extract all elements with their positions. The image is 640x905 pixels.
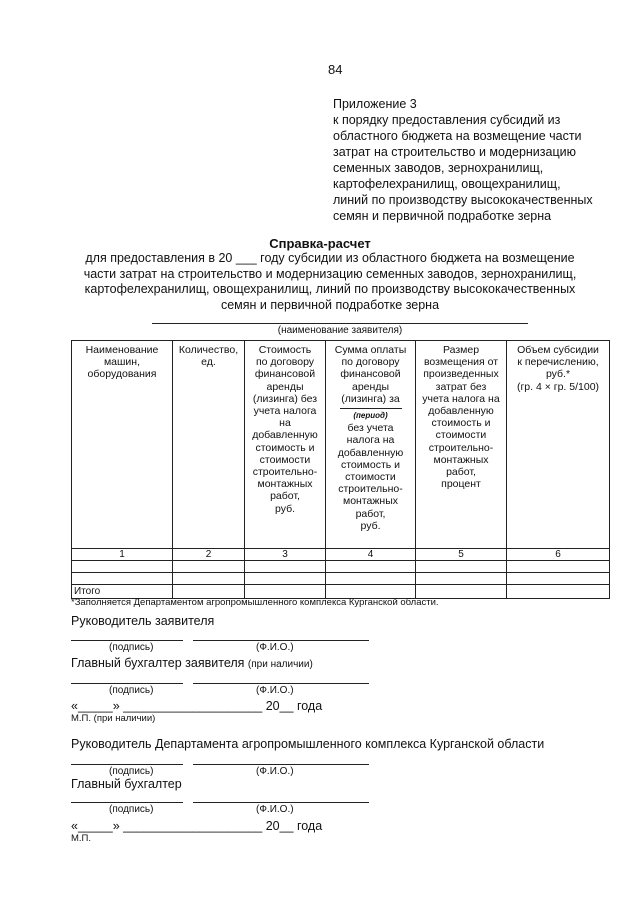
header-text: аренды: [266, 380, 304, 393]
table-cell[interactable]: [507, 573, 610, 585]
table-cell[interactable]: [72, 561, 173, 573]
header-text: монтажных: [342, 495, 398, 508]
header-text: аренды: [352, 380, 389, 393]
column-number: 5: [416, 549, 507, 561]
table-cell[interactable]: [245, 561, 326, 573]
subtitle-line: части затрат на строительство и модернизацию семенных заводов, зернохранилищ,: [83, 266, 577, 281]
header-text: добавленную: [337, 446, 404, 459]
document-subtitle: [60, 251, 600, 313]
stamp-note-applicant: М.П. (при наличии): [71, 713, 156, 724]
footnote: *Заполняется Департаментом агропромышленного комплекса Курганской области.: [71, 597, 439, 608]
appendix-line: к порядку предоставления субсидий из: [333, 113, 561, 127]
column-number: 4: [326, 549, 416, 561]
total-label: Итого: [72, 585, 173, 599]
quote-close: »: [112, 819, 120, 833]
chief-accountant-name-field[interactable]: [193, 802, 369, 803]
header-text: налога на: [346, 434, 395, 447]
table-row: [72, 561, 610, 573]
appendix-line: картофелехранилищ, овощехранилищ,: [333, 177, 561, 191]
period-caption: (период): [353, 411, 388, 421]
appendix-line: линий по производству высококачественных: [333, 193, 593, 207]
header-text: (лизинга) без: [252, 392, 318, 405]
month-field: ____________________: [123, 819, 263, 833]
header-cell-subsidy: [507, 341, 610, 549]
chief-accountant-signature-field[interactable]: [71, 802, 183, 803]
column-number: 1: [72, 549, 173, 561]
column-number-row: [72, 549, 610, 561]
table-header-row: [72, 341, 610, 549]
header-text: руб.: [360, 519, 381, 532]
header-text: монтажных: [257, 478, 313, 491]
if-available-note: (при наличии): [247, 659, 313, 670]
header-text: произведенных: [423, 368, 499, 381]
header-text: к перечислению,: [517, 356, 599, 369]
header-cell-reimbursement: [416, 341, 507, 549]
header-text: стоимость и: [431, 417, 491, 430]
table-cell[interactable]: [507, 585, 610, 599]
header-text: стоимости: [345, 471, 396, 484]
table-cell[interactable]: [326, 573, 416, 585]
header-text: стоимость и: [255, 441, 315, 454]
appendix-line: Приложение 3: [333, 97, 417, 111]
department-head-signature-field[interactable]: [71, 764, 183, 765]
header-text: финансовой: [254, 368, 316, 381]
header-cell-payment: [326, 341, 416, 549]
header-text: на: [279, 417, 291, 430]
header-text: учета налога: [253, 405, 317, 418]
header-cell-name: [72, 341, 173, 549]
subtitle-line: для предоставления в 20 ___ году субсидии из областного бюджета на возмещение: [85, 251, 575, 265]
header-cell-cost: [245, 341, 326, 549]
table-row: [72, 573, 610, 585]
appendix-line: семенных заводов, зернохранилищ,: [333, 161, 544, 175]
header-text: затрат без: [435, 380, 487, 393]
header-text: Сумма оплаты: [334, 344, 407, 356]
name-caption: (Ф.И.О.): [256, 766, 294, 777]
period-field[interactable]: [340, 408, 402, 409]
applicant-accountant-name-field[interactable]: [193, 683, 369, 684]
header-text: без учета: [347, 422, 394, 435]
applicant-head-label: Руководитель заявителя: [71, 614, 215, 628]
header-text: строительно-: [338, 483, 403, 496]
quote-open: «: [71, 819, 78, 833]
appendix-line: затрат на строительство и модернизацию: [333, 145, 576, 159]
header-text: работ,: [270, 490, 300, 503]
applicant-head-signature-field[interactable]: [71, 640, 183, 641]
column-number: 3: [245, 549, 326, 561]
page-number: 84: [328, 62, 343, 77]
column-number: 6: [507, 549, 610, 561]
name-caption: (Ф.И.О.): [256, 804, 294, 815]
header-text: Размер: [442, 344, 480, 356]
applicant-name-field[interactable]: [152, 323, 528, 324]
applicant-accountant-title: Главный бухгалтер заявителя: [71, 656, 245, 670]
header-text: финансовой: [340, 368, 401, 381]
header-text: стоимости: [259, 453, 311, 466]
header-text: работ,: [355, 507, 386, 520]
header-text: стоимость и: [340, 458, 401, 471]
table-cell[interactable]: [416, 573, 507, 585]
name-caption: (Ф.И.О.): [256, 642, 294, 653]
header-text: по договору: [341, 356, 400, 369]
header-text: учета налога на: [422, 392, 500, 405]
quote-open: «: [71, 699, 78, 713]
header-text: добавленную: [252, 429, 318, 442]
department-head-label: Руководитель Департамента агропромышленного комплекса Курганской области: [71, 737, 545, 751]
stamp-note-department: М.П.: [71, 833, 92, 844]
header-text: Количество,: [178, 344, 239, 356]
header-text: монтажных: [433, 453, 489, 466]
table-cell[interactable]: [416, 561, 507, 573]
header-text: стоимости: [435, 429, 487, 442]
table-cell[interactable]: [72, 573, 173, 585]
header-text: процент: [441, 478, 481, 491]
day-field: _____: [77, 699, 113, 713]
year-field: 20__ года: [265, 819, 323, 833]
header-text: машин,: [103, 356, 141, 369]
header-text: строительно-: [252, 466, 318, 479]
table-cell[interactable]: [245, 573, 326, 585]
table-cell[interactable]: [173, 561, 245, 573]
subtitle-line: картофелехранилищ, овощехранилищ, линий по производству высококачественных: [84, 282, 576, 296]
table-cell[interactable]: [507, 561, 610, 573]
header-text: (гр. 4 × гр. 5/100): [516, 380, 600, 393]
header-cell-quantity: [173, 341, 245, 549]
header-text: руб.*: [545, 368, 571, 381]
day-field: _____: [77, 819, 113, 833]
header-text: добавленную: [428, 405, 494, 418]
header-text: строительно-: [428, 441, 494, 454]
header-text: оборудования: [87, 368, 157, 381]
applicant-accountant-signature-field[interactable]: [71, 683, 183, 684]
year-field: 20__ года: [265, 699, 323, 713]
signature-caption: (подпись): [109, 685, 154, 696]
header-text: Объем субсидии: [517, 344, 599, 356]
header-text: (лизинга) за: [341, 392, 400, 405]
date-line-applicant[interactable]: [71, 699, 322, 713]
column-number: 2: [173, 549, 245, 561]
header-text: по договору: [255, 356, 315, 369]
subtitle-line: семян и первичной подработке зерна: [220, 297, 440, 312]
calculation-table: [71, 340, 610, 599]
applicant-head-name-field[interactable]: [193, 640, 369, 641]
table-cell[interactable]: [326, 561, 416, 573]
document-title: Справка-расчет: [269, 236, 371, 251]
month-field: ____________________: [123, 699, 263, 713]
name-caption: (Ф.И.О.): [256, 685, 294, 696]
header-text: ед.: [201, 356, 216, 369]
chief-accountant-label: Главный бухгалтер: [71, 777, 182, 791]
appendix-header: [333, 96, 623, 224]
header-text: работ,: [446, 466, 476, 479]
applicant-name-caption: (наименование заявителя): [277, 325, 403, 336]
header-text: Стоимость: [258, 344, 312, 356]
header-text: возмещения от: [423, 356, 499, 369]
applicant-accountant-label: [71, 656, 313, 670]
quote-close: »: [112, 699, 120, 713]
signature-caption: (подпись): [109, 766, 154, 777]
date-line-department[interactable]: [71, 819, 322, 833]
appendix-line: областного бюджета на возмещение части: [333, 129, 582, 143]
header-text: руб.: [274, 502, 296, 515]
table-cell[interactable]: [173, 573, 245, 585]
signature-caption: (подпись): [109, 642, 154, 653]
appendix-line: семян и первичной подработке зерна: [333, 209, 552, 223]
department-head-name-field[interactable]: [193, 764, 369, 765]
signature-caption: (подпись): [109, 804, 154, 815]
header-text: Наименование: [85, 344, 159, 356]
